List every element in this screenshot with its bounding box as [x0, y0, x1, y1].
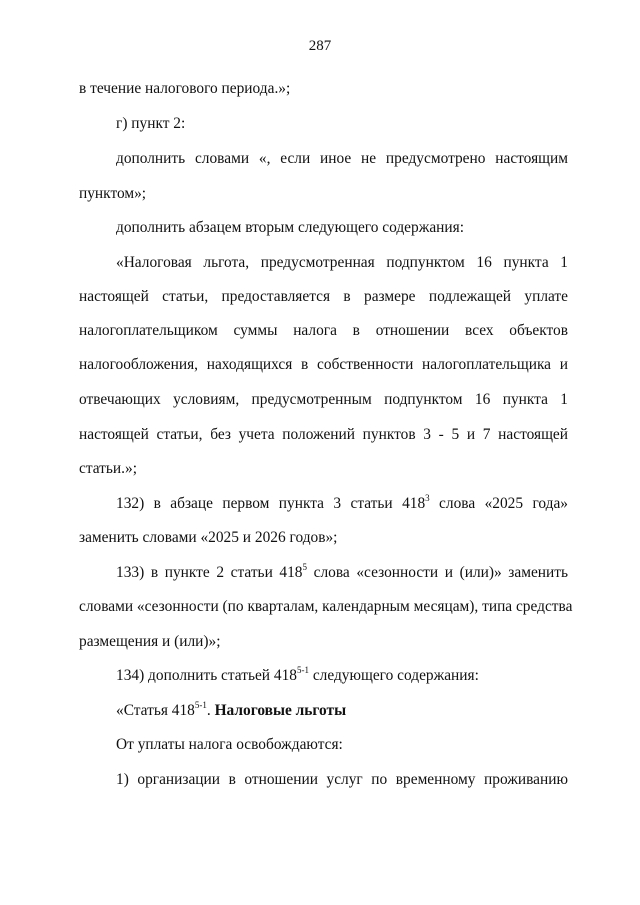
text-line: настоящей статьи, предоставляется в размере подлежащей уплате [79, 288, 568, 305]
text-line: налогоплательщиком суммы налога в отношении всех объектов [79, 322, 568, 339]
article-label: «Статья 418 [116, 702, 195, 719]
text-line: настоящей статьи, без учета положений пунктов 3 - 5 и 7 настоящей [79, 426, 568, 443]
text-line: дополнить словами «, если иное не предусмотрено настоящим [116, 150, 568, 167]
amendment-text: 134) дополнить статьей 418 [116, 667, 297, 684]
amendment-text: слова «сезонности и (или)» заменить [307, 564, 569, 581]
text-line: размещения и (или)»; [79, 633, 221, 650]
amendment-text: 133) в пункте 2 статьи 418 [116, 564, 303, 581]
amendment-132 [116, 492, 568, 513]
superscript: 3 [425, 492, 430, 503]
text-line: статьи.»; [79, 460, 137, 477]
amendment-133 [116, 561, 569, 582]
text-line: От уплаты налога освобождаются: [116, 736, 343, 753]
article-title: Налоговые льготы [214, 702, 347, 719]
text-line: словами «сезонности (по кварталам, календарным месяцам), типа средства [79, 598, 573, 615]
amendment-text: слова «2025 года» [429, 495, 568, 512]
text-line: г) пункт 2: [116, 115, 186, 132]
article-heading [116, 699, 568, 720]
text-line: «Налоговая льгота, предусмотренная подпунктом 16 пункта 1 [116, 254, 568, 271]
article-separator: . [206, 702, 215, 719]
text-line: отвечающих условиям, предусмотренным подпунктом 16 пункта 1 [79, 391, 568, 408]
superscript: 5-1 [296, 664, 309, 675]
text-line: пунктом»; [79, 185, 147, 202]
text-line: 1) организации в отношении услуг по временному проживанию [116, 771, 568, 788]
page-number: 287 [308, 38, 332, 54]
amendment-text: 132) в абзаце первом пункта 3 статьи 418 [116, 495, 426, 512]
superscript: 5 [302, 561, 308, 572]
text-line: заменить словами «2025 и 2026 годов»; [79, 529, 338, 546]
amendment-134 [116, 664, 568, 685]
amendment-text: следующего содержания: [308, 667, 479, 684]
text-line: в течение налогового периода.»; [79, 80, 291, 97]
text-line: дополнить абзацем вторым следующего содержания: [116, 219, 465, 236]
superscript: 5-1 [194, 699, 207, 710]
text-line: налогообложения, находящихся в собственности налогоплательщика и [79, 356, 568, 373]
